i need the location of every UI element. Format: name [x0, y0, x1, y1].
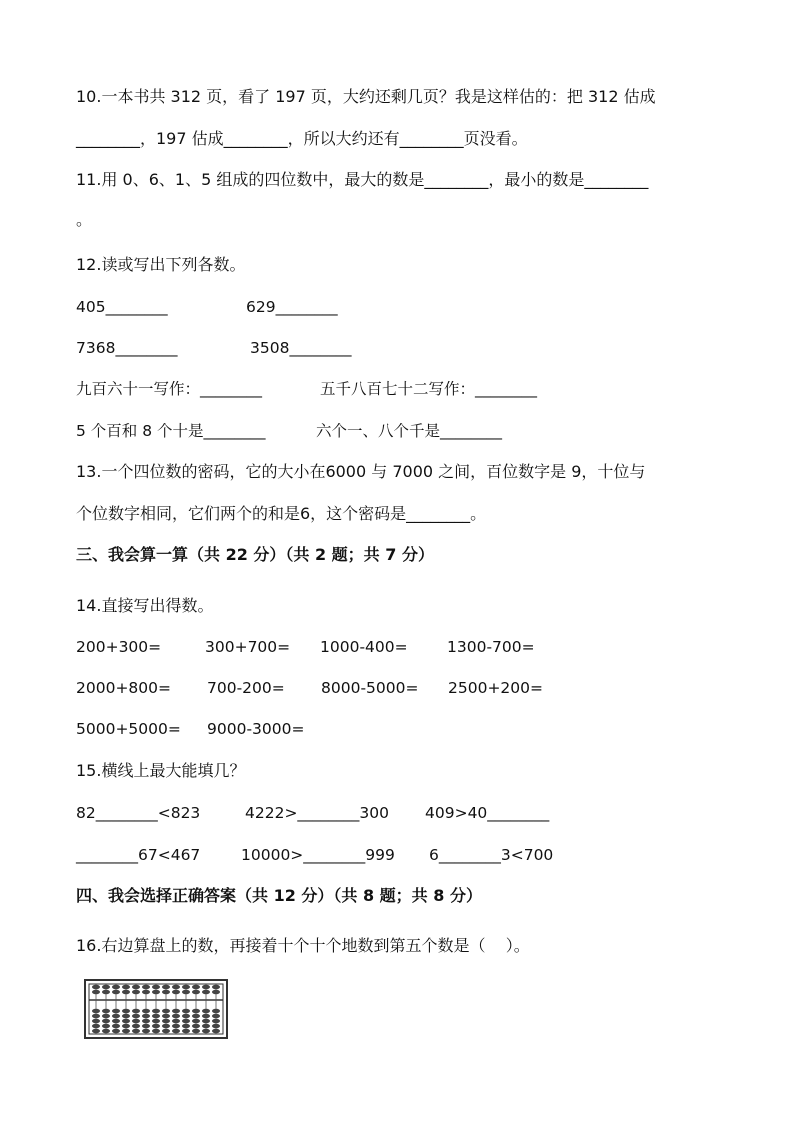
abacus-bead	[112, 990, 120, 995]
abacus-bead	[182, 1024, 190, 1029]
abacus-bead	[212, 1029, 220, 1034]
abacus-bead	[182, 1014, 190, 1019]
abacus-bead	[132, 1029, 140, 1034]
abacus-bead	[162, 1019, 170, 1024]
abacus-bead	[182, 1019, 190, 1024]
abacus-bead	[102, 1019, 110, 1024]
abacus-bead	[122, 1014, 130, 1019]
q12-item-961: 九百六十一写作：________	[76, 380, 263, 398]
q14-expr: 2500+200=	[448, 679, 544, 697]
q14-expr: 5000+5000=	[76, 720, 181, 738]
abacus-bead	[162, 985, 170, 990]
abacus-bead	[192, 990, 200, 995]
q15-item: 6________3<700	[429, 846, 554, 864]
q12-title: 12.读或写出下列各数。	[76, 255, 246, 274]
abacus-bead	[172, 1024, 180, 1029]
q14-expr: 1300-700=	[447, 638, 535, 656]
abacus-bead	[92, 990, 100, 995]
q14-expr: 700-200=	[207, 679, 285, 697]
abacus-bead	[102, 985, 110, 990]
q16-text: 16.右边算盘上的数，再接着十个十个地数到第五个数是（ ）。	[76, 936, 530, 955]
abacus-bead	[212, 1024, 220, 1029]
abacus-bead	[132, 1014, 140, 1019]
abacus-bead	[212, 1014, 220, 1019]
abacus-bead	[152, 1009, 160, 1014]
q10-line2: ________，197 估成________，所以大约还有________页没看。	[76, 129, 528, 148]
abacus-bead	[212, 1019, 220, 1024]
section-3-heading: 三、我会算一算（共 22 分）（共 2 题；共 7 分）	[76, 545, 434, 564]
abacus-bead	[122, 1009, 130, 1014]
q15-item: ________67<467	[76, 846, 201, 864]
abacus-bead	[92, 1009, 100, 1014]
abacus-bead	[112, 1009, 120, 1014]
abacus-bead	[102, 990, 110, 995]
q12-item-5872: 五千八百七十二写作：________	[320, 380, 538, 398]
abacus-bead	[92, 985, 100, 990]
abacus-rods	[92, 984, 220, 1034]
abacus-bead	[92, 1024, 100, 1029]
abacus-bead	[142, 990, 150, 995]
q12-item-7368: 7368________	[76, 339, 178, 357]
abacus-bead	[172, 1014, 180, 1019]
q11-line2: 。	[76, 210, 93, 229]
abacus-bead	[182, 990, 190, 995]
abacus-bead	[132, 1009, 140, 1014]
q14-expr: 8000-5000=	[321, 679, 419, 697]
abacus-bead	[92, 1029, 100, 1034]
abacus-bead	[152, 1024, 160, 1029]
abacus-bead	[172, 1019, 180, 1024]
abacus-bead	[142, 1029, 150, 1034]
abacus-bead	[162, 1029, 170, 1034]
abacus-bead	[182, 1029, 190, 1034]
abacus-bead	[142, 1014, 150, 1019]
q13-line1: 13.一个四位数的密码，它的大小在6000 与 7000 之间，百位数字是 9，十位与	[76, 462, 646, 481]
abacus-bead	[212, 985, 220, 990]
q15-title: 15.横线上最大能填几？	[76, 761, 246, 780]
abacus-bead	[162, 1014, 170, 1019]
abacus-bead	[102, 1029, 110, 1034]
q14-title: 14.直接写出得数。	[76, 596, 214, 615]
abacus-bead	[142, 985, 150, 990]
abacus-bead	[162, 1009, 170, 1014]
abacus-bead	[112, 1019, 120, 1024]
abacus-bead	[152, 1019, 160, 1024]
abacus-bead	[192, 985, 200, 990]
abacus-bead	[202, 1019, 210, 1024]
abacus-bead	[192, 1014, 200, 1019]
abacus-bead	[182, 985, 190, 990]
abacus-bead	[142, 1009, 150, 1014]
abacus-figure	[84, 979, 228, 1039]
q12-item-405: 405________	[76, 298, 168, 316]
abacus-bead	[122, 1024, 130, 1029]
abacus-bead	[192, 1029, 200, 1034]
abacus-bead	[202, 985, 210, 990]
abacus-bead	[152, 1029, 160, 1034]
abacus-bead	[92, 1019, 100, 1024]
abacus-bead	[172, 1009, 180, 1014]
abacus-bead	[212, 1009, 220, 1014]
abacus-bead	[152, 985, 160, 990]
q15-item: 82________<823	[76, 804, 201, 822]
q11-line1: 11.用 0、6、1、5 组成的四位数中，最大的数是________，最小的数是________	[76, 170, 649, 189]
abacus-bead	[112, 1029, 120, 1034]
abacus-bead	[132, 990, 140, 995]
q12-item-ones-thousands: 六个一、八个千是________	[316, 422, 503, 440]
abacus-bead	[122, 1029, 130, 1034]
abacus-bead	[142, 1019, 150, 1024]
section-4-heading: 四、我会选择正确答案（共 12 分）（共 8 题；共 8 分）	[76, 886, 482, 905]
abacus-bead	[122, 990, 130, 995]
abacus-bead	[202, 1009, 210, 1014]
abacus-bead	[122, 1019, 130, 1024]
abacus-bead	[102, 1009, 110, 1014]
abacus-bead	[142, 1024, 150, 1029]
abacus-bead	[202, 1029, 210, 1034]
abacus-bead	[172, 990, 180, 995]
abacus-bead	[132, 985, 140, 990]
abacus-bead	[192, 1019, 200, 1024]
abacus-bead	[132, 1019, 140, 1024]
abacus-bead	[92, 1014, 100, 1019]
abacus-bead	[172, 985, 180, 990]
abacus-bead	[192, 1024, 200, 1029]
abacus-bead	[112, 985, 120, 990]
q13-line2: 个位数字相同，它们两个的和是6，这个密码是________。	[76, 504, 487, 523]
q14-expr: 9000-3000=	[207, 720, 305, 738]
abacus-bead	[152, 990, 160, 995]
abacus-bead	[192, 1009, 200, 1014]
abacus-bead	[182, 1009, 190, 1014]
abacus-bead	[212, 990, 220, 995]
abacus-bead	[112, 1024, 120, 1029]
abacus-bead	[172, 1029, 180, 1034]
abacus-bead	[162, 990, 170, 995]
q14-expr: 200+300=	[76, 638, 162, 656]
abacus-bead	[162, 1024, 170, 1029]
q15-item: 409>40________	[425, 804, 550, 822]
q10-line1: 10.一本书共 312 页，看了 197 页，大约还剩几页？我是这样估的：把 312 估成	[76, 87, 656, 106]
abacus-bead	[202, 1024, 210, 1029]
abacus-bead	[112, 1014, 120, 1019]
q12-item-3508: 3508________	[250, 339, 352, 357]
abacus-bead	[122, 985, 130, 990]
q14-expr: 2000+800=	[76, 679, 172, 697]
q12-item-629: 629________	[246, 298, 338, 316]
q15-item: 10000>________999	[241, 846, 395, 864]
q14-expr: 300+700=	[205, 638, 291, 656]
abacus-bead	[102, 1024, 110, 1029]
abacus-bead	[152, 1014, 160, 1019]
abacus-bead	[132, 1024, 140, 1029]
q15-item: 4222>________300	[245, 804, 390, 822]
abacus-bead	[202, 1014, 210, 1019]
q14-expr: 1000-400=	[320, 638, 408, 656]
abacus-bead	[102, 1014, 110, 1019]
abacus-bead	[202, 990, 210, 995]
q12-item-hundreds-tens: 5 个百和 8 个十是________	[76, 422, 266, 440]
